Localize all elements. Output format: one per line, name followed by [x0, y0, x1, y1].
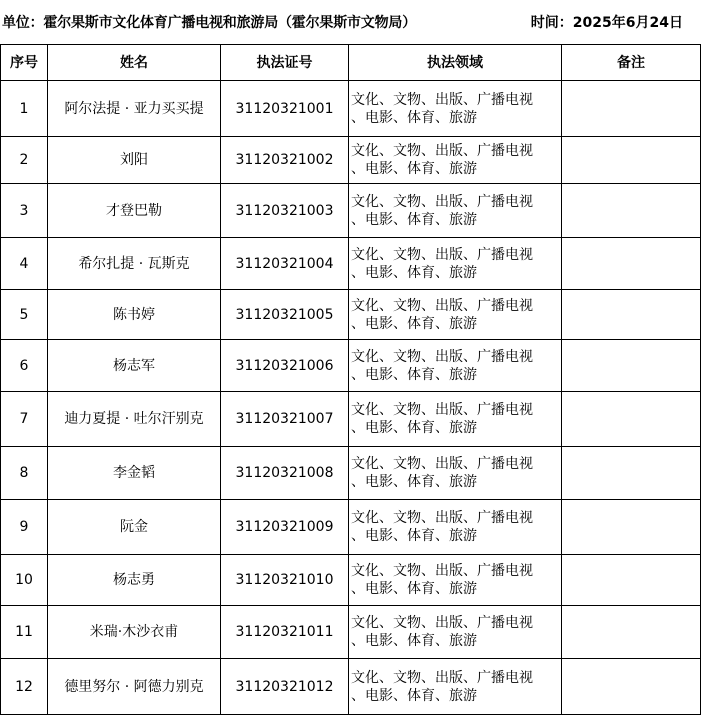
enforcement-domain-line-1: 文化、文物、出版、广播电视: [351, 348, 533, 365]
table-row: [1, 447, 701, 500]
note-cell: [562, 447, 701, 500]
enforcement-officer-table: [0, 44, 701, 715]
enforcement-domain-line-1: 文化、文物、出版、广播电视: [351, 246, 533, 263]
note-cell: [562, 392, 701, 447]
officer-name: 刘阳: [48, 137, 221, 184]
note-cell: [562, 659, 701, 715]
row-number: 8: [1, 447, 48, 500]
enforcement-domain-line-2: 、电影、体育、旅游: [351, 315, 477, 332]
officer-name: 迪力夏提 · 吐尔汗别克: [48, 392, 221, 447]
certificate-number: 31120321009: [221, 500, 349, 555]
row-number: 3: [1, 184, 48, 238]
enforcement-domain: [349, 555, 562, 606]
certificate-number: 31120321007: [221, 392, 349, 447]
officer-name: 德里努尔 · 阿德力别克: [48, 659, 221, 715]
certificate-number: 31120321010: [221, 555, 349, 606]
enforcement-domain: [349, 606, 562, 659]
column-header-no: 序号: [1, 45, 48, 81]
officer-name: 阿尔法提 · 亚力买买提: [48, 81, 221, 137]
certificate-number: 31120321002: [221, 137, 349, 184]
enforcement-domain-line-2: 、电影、体育、旅游: [351, 211, 477, 228]
enforcement-domain-line-1: 文化、文物、出版、广播电视: [351, 91, 533, 108]
certificate-number: 31120321012: [221, 659, 349, 715]
enforcement-domain-line-1: 文化、文物、出版、广播电视: [351, 615, 533, 631]
enforcement-domain-line-2: 、电影、体育、旅游: [351, 581, 477, 597]
enforcement-domain: [349, 392, 562, 447]
certificate-number: 31120321003: [221, 184, 349, 238]
column-header-cert: 执法证号: [221, 45, 349, 81]
note-cell: [562, 238, 701, 290]
note-cell: [562, 500, 701, 555]
enforcement-domain-line-1: 文化、文物、出版、广播电视: [351, 456, 533, 472]
officer-name: 阮金: [48, 500, 221, 555]
enforcement-domain-line-2: 、电影、体育、旅游: [351, 109, 477, 126]
row-number: 12: [1, 659, 48, 715]
enforcement-domain-line-1: 文化、文物、出版、广播电视: [351, 510, 533, 526]
table-row: [1, 184, 701, 238]
note-cell: [562, 137, 701, 184]
enforcement-domain-line-2: 、电影、体育、旅游: [351, 420, 477, 436]
row-number: 6: [1, 340, 48, 392]
row-number: 4: [1, 238, 48, 290]
enforcement-domain-line-1: 文化、文物、出版、广播电视: [351, 193, 533, 210]
note-cell: [562, 340, 701, 392]
unit-label: 单位：霍尔果斯市文化体育广播电视和旅游局（霍尔果斯市文物局）: [2, 15, 416, 31]
enforcement-domain-line-1: 文化、文物、出版、广播电视: [351, 402, 533, 418]
table-row: [1, 606, 701, 659]
row-number: 10: [1, 555, 48, 606]
enforcement-domain: [349, 137, 562, 184]
table-row: [1, 392, 701, 447]
row-number: 11: [1, 606, 48, 659]
enforcement-domain: [349, 659, 562, 715]
officer-name: 李金韬: [48, 447, 221, 500]
column-header-domain: 执法领域: [349, 45, 562, 81]
enforcement-domain-line-2: 、电影、体育、旅游: [351, 687, 477, 704]
enforcement-domain-line-2: 、电影、体育、旅游: [351, 633, 477, 649]
officer-name: 陈书婷: [48, 290, 221, 340]
enforcement-domain-line-1: 文化、文物、出版、广播电视: [351, 669, 533, 686]
officer-name: 米瑞·木沙衣甫: [48, 606, 221, 659]
certificate-number: 31120321004: [221, 238, 349, 290]
table-row: [1, 555, 701, 606]
row-number: 5: [1, 290, 48, 340]
date-label: 时间：2025年6月24日: [530, 15, 683, 31]
row-number: 2: [1, 137, 48, 184]
enforcement-domain-line-1: 文化、文物、出版、广播电视: [351, 143, 533, 159]
table-body: [1, 81, 701, 715]
enforcement-domain-line-2: 、电影、体育、旅游: [351, 161, 477, 177]
table-row: [1, 340, 701, 392]
certificate-number: 31120321006: [221, 340, 349, 392]
note-cell: [562, 81, 701, 137]
officer-name: 才登巴勒: [48, 184, 221, 238]
row-number: 1: [1, 81, 48, 137]
column-header-name: 姓名: [48, 45, 221, 81]
note-cell: [562, 606, 701, 659]
officer-name: 希尔扎提 · 瓦斯克: [48, 238, 221, 290]
officer-name: 杨志军: [48, 340, 221, 392]
enforcement-domain-line-2: 、电影、体育、旅游: [351, 366, 477, 383]
enforcement-domain-line-2: 、电影、体育、旅游: [351, 474, 477, 490]
note-cell: [562, 184, 701, 238]
enforcement-domain: [349, 290, 562, 340]
officer-name: 杨志勇: [48, 555, 221, 606]
enforcement-domain-line-1: 文化、文物、出版、广播电视: [351, 563, 533, 579]
enforcement-domain-line-2: 、电影、体育、旅游: [351, 264, 477, 281]
table-row: [1, 137, 701, 184]
certificate-number: 31120321001: [221, 81, 349, 137]
enforcement-domain-line-1: 文化、文物、出版、广播电视: [351, 297, 533, 314]
enforcement-domain: [349, 238, 562, 290]
certificate-number: 31120321011: [221, 606, 349, 659]
certificate-number: 31120321005: [221, 290, 349, 340]
enforcement-domain-line-2: 、电影、体育、旅游: [351, 528, 477, 544]
enforcement-domain: [349, 447, 562, 500]
table-row: [1, 81, 701, 137]
note-cell: [562, 555, 701, 606]
enforcement-domain: [349, 340, 562, 392]
enforcement-domain: [349, 500, 562, 555]
certificate-number: 31120321008: [221, 447, 349, 500]
table-row: [1, 659, 701, 715]
table-row: [1, 290, 701, 340]
table-header-row: [1, 45, 701, 81]
table-row: [1, 238, 701, 290]
table-row: [1, 500, 701, 555]
enforcement-domain: [349, 81, 562, 137]
enforcement-domain: [349, 184, 562, 238]
document-header: [0, 0, 701, 44]
note-cell: [562, 290, 701, 340]
column-header-note: 备注: [562, 45, 701, 81]
row-number: 9: [1, 500, 48, 555]
row-number: 7: [1, 392, 48, 447]
